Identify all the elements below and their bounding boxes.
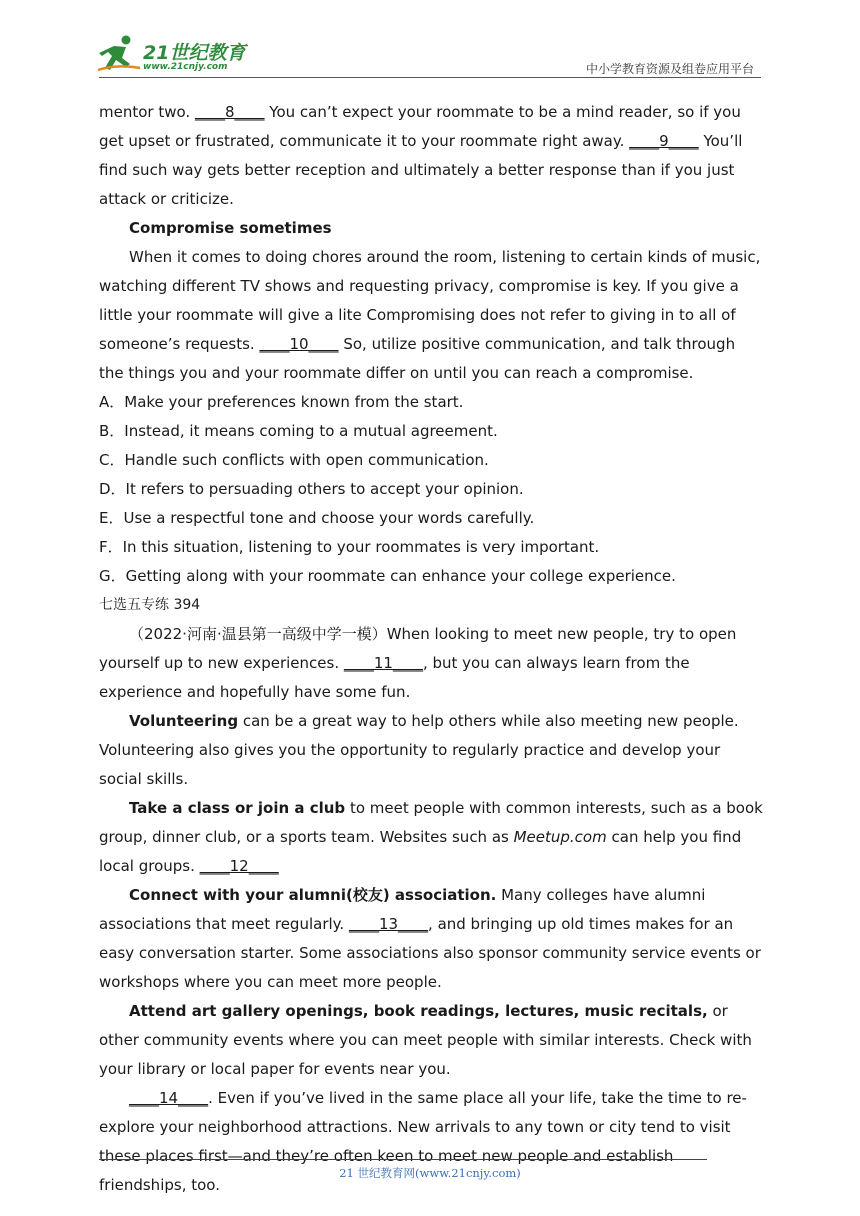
text: can help you find local groups.	[99, 828, 742, 875]
blank-14[interactable]: ____14____	[129, 1089, 209, 1107]
logo-text: 21世纪教育	[143, 42, 246, 64]
option-e: E．Use a respectful tone and choose your words carefully.	[99, 509, 535, 527]
platform-title: 中小学教育资源及组卷应用平台	[585, 62, 754, 76]
option-f: F．In this situation, listening to your roommates is very important.	[99, 538, 600, 556]
page-footer[interactable]: 21 世纪教育网(www.21cnjy.com)	[339, 1166, 521, 1180]
blank-8[interactable]: ____8____	[194, 103, 265, 121]
paragraph	[99, 1084, 763, 1200]
text: or other community events where you can meet people with similar interests. Check with your library or local paper for events near you.	[99, 1002, 752, 1078]
paragraph	[99, 881, 763, 997]
text: Many colleges have alumni associations that meet regularly.	[99, 886, 706, 933]
section-heading: Compromise sometimes	[129, 219, 332, 237]
text: can be a great way to help others while also meeting new people. Volunteering also gives you the opportunity to regularly practice and develop your social skills.	[99, 712, 739, 788]
blank-10[interactable]: ____10____	[259, 335, 339, 353]
document-body	[99, 98, 763, 1200]
bold-lead: Take a class or join a club	[129, 799, 346, 817]
bold-lead: Volunteering	[129, 712, 239, 730]
bold-lead: Attend art gallery openings, book readings, lectures, music recitals,	[129, 1002, 708, 1020]
option-a: A．Make your preferences known from the start.	[99, 393, 464, 411]
paragraph	[99, 707, 763, 794]
text: , but you can always learn from the experience and hopefully have some fun.	[99, 654, 690, 701]
paragraph	[99, 620, 763, 707]
text: . Even if you’ve lived in the same place all your life, take the time to re-explore your neighborhood attractions. New arrivals to any town or city tend to visit these places first—and they’re often keen to meet new people and establish friendships, too.	[99, 1089, 747, 1194]
text: , and bringing up old times makes for an easy conversation starter. Some associations also sponsor community service events or workshops where you can meet more people.	[99, 915, 761, 991]
source-note: （2022·河南·温县第一高级中学一模）	[129, 625, 387, 643]
text: When looking to meet new people, try to open yourself up to new experiences.	[99, 625, 737, 672]
text: You can’t expect your roommate to be a mind reader, so if you get upset or frustrated, communicate it to your roommate right away.	[99, 103, 741, 150]
text: When it comes to doing chores around the room, listening to certain kinds of music, watching different TV shows and requesting privacy, compromise is key. If you give a little your roommate will give a lite Compromising does not refer to giving in to all of someone’s requests.	[99, 248, 761, 353]
paragraph	[99, 98, 763, 214]
paragraph	[99, 243, 763, 388]
text: mentor two.	[99, 103, 195, 121]
site-logo[interactable]	[96, 34, 266, 78]
option-g: G．Getting along with your roommate can enhance your college experience.	[99, 567, 676, 585]
paragraph	[99, 794, 763, 881]
blank-9[interactable]: ____9____	[629, 132, 699, 150]
footer-divider	[99, 1159, 707, 1160]
website-name: Meetup.com	[513, 828, 607, 846]
text: You’ll find such way gets better reception and ultimately a better response than if you just attack or criticize.	[99, 132, 743, 208]
blank-11[interactable]: ____11____	[343, 654, 423, 672]
paragraph	[99, 997, 763, 1084]
logo-url: www.21cnjy.com	[143, 62, 228, 72]
exercise-label: 七选五专练 394	[99, 597, 201, 613]
blank-13[interactable]: ____13____	[348, 915, 429, 933]
option-b: B．Instead, it means coming to a mutual agreement.	[99, 422, 498, 440]
header-divider	[99, 77, 761, 78]
option-c: C．Handle such conflicts with open communication.	[99, 451, 489, 469]
text: to meet people with common interests, such as a book group, dinner club, or a sports team. Websites such as	[99, 799, 763, 846]
text: So, utilize positive communication, and talk through the things you and your roommate differ on until you can reach a compromise.	[99, 335, 736, 382]
option-d: D．It refers to persuading others to accept your opinion.	[99, 480, 524, 498]
page-header	[0, 0, 860, 80]
bold-lead: Connect with your alumni(校友) association.	[129, 886, 497, 904]
blank-12[interactable]: ____12____	[199, 857, 279, 875]
runner-logo-icon	[96, 34, 142, 74]
